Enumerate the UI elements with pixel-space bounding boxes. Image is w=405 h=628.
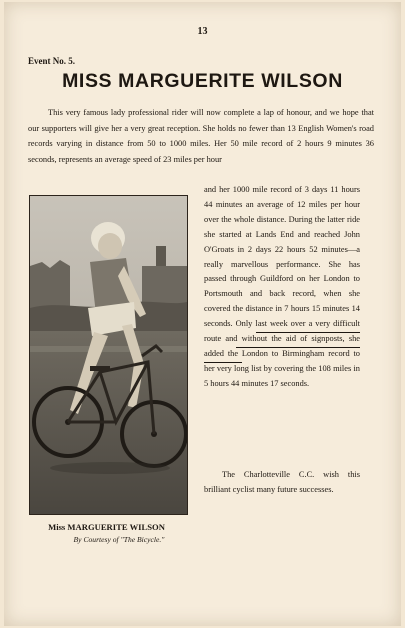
intro-paragraph: This very famous lady professional rider will now complete a lap of honour, and we hope that our supporters will give her a very great reception. She holds no fewer than 13 English Women's road records varying in distance from 50 to 1000 miles. Her 50 mile record of 2 hours 9 minutes 36 seconds, represents an average speed of 23 miles per hour [28,108,374,164]
program-page [4,2,401,626]
photo-caption: Miss MARGUERITE WILSON [48,522,165,532]
cyclist-photo [29,195,188,515]
handwritten-underline [256,332,360,333]
cyclist-photo-image [30,196,187,514]
handwritten-underline [204,362,242,363]
event-label: Event No. 5. [28,56,75,66]
article-column: and her 1000 mile record of 3 days 11 hours 44 minutes an average of 12 miles per hour over the whole distance. During the latter ride she started at Lands End and reached John O'Groats in 2 days 22 hours 52 minutes—a really marvellous performance. She has passed through Guildford on her London to Portsmouth and back record, when she covered the distance in 7 hours 15 minutes 14 seconds. Only last week over a very difficult route and without the aid of signposts, she added the London to Birmingham record to her very long list by covering the 108 miles in 5 hours 44 minutes 17 seconds. [204,185,360,388]
handwritten-underline [236,347,360,348]
page-title: MISS MARGUERITE WILSON [62,70,343,92]
photo-credit: By Courtesy of "The Bicycle." [73,535,165,544]
closing-paragraph: The Charlotteville C.C. wish this brilliant cyclist many future successes. [204,470,360,494]
page-number: 13 [197,26,208,37]
